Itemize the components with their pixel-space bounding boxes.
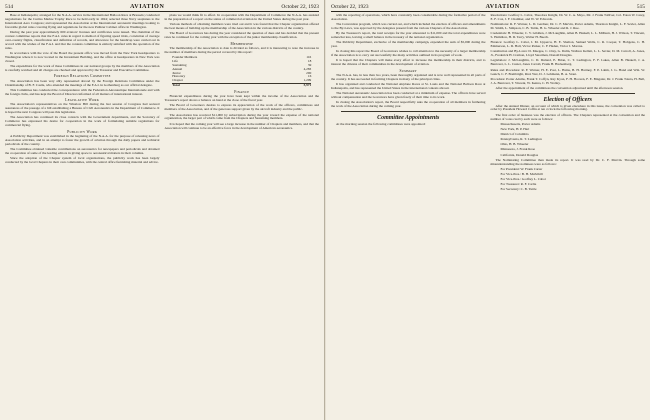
article-heading: Committee Appointments (377, 115, 440, 122)
left-page-date: October 22, 1923 (281, 4, 319, 10)
paragraph: At the morning session the following committees were appointed: (336, 122, 426, 127)
total-value: 5,971 (279, 84, 312, 88)
paragraph: It is hoped that the Chapters will make every effort to increase the membership in their districts, and to interest the citizens of their communities in the development of aviation. (331, 58, 486, 67)
paragraph: The Board of Governors has during the year considered the question of dues and has decided that the present rates be continued for the coming year with the exception of the junior membership classification. (164, 31, 319, 40)
divider-rule (501, 93, 636, 94)
list-item: For Vice-Pres.: B. H. Mulvihill (500, 171, 543, 176)
list-item: New York, H. P. Hart (500, 126, 530, 131)
right-columns (331, 14, 645, 193)
paragraph: After the appointment of the committees the convention adjourned until the afternoon session. (495, 85, 624, 90)
section-heading: Summary (399, 68, 417, 73)
row-label: Chapter (172, 78, 183, 83)
paragraph: Since the adoption of the Chapter system of local organizations, the publicity work has been largely conducted by the local Chapters in their own communities, with the central office furnishing material and advice. (5, 156, 160, 165)
paragraph: The Nominating Committee then made its report. It was read by Dr. C. F. Marvin. Through some misunderstanding the nominees were as follows: (490, 157, 645, 166)
paragraph: It is hoped that the coming year will see a large increase in the number of Chapters and members, and that the Association will continue to be an effective force in the development of American aeronautics. (164, 121, 319, 130)
paragraph: After the Annual Dinner, an account of which is given elsewhere in this issue, the convention was called to order by President Howard Coffin at ten o'clock the following morning. (490, 103, 645, 112)
section-heading: Finance (234, 90, 250, 95)
paragraph: The Convention program, which was carried out, and which included the election of officers and amendments to the By-Laws, was approved by the delegates present from the various Chapters of the Association. (331, 22, 486, 31)
paragraph: Legislation: J. McLaughlin, C. D. Duland, E. Brian, C. T. Ludington, F. F. Lakes, Allen B. Haskell, J. A. Bentover, L. L. Custer, Jones Carroll, Frank H. Hackenberg. (490, 58, 645, 67)
row-value: 290 (306, 70, 312, 75)
section-heading: Membership (230, 41, 254, 46)
article-heading: Election of Officers (543, 96, 593, 103)
paragraph: The N.A.A. has, in less than two years, been thoroughly organized and is now well represented in all parts of the country. It has succeeded in forming Chapters in many of the principal cities. (331, 73, 486, 82)
left-page-number: 514 (5, 4, 14, 10)
paragraph: The Association has been very ably represented abroad by the Foreign Relations Committee under the Chairmanship of B. F. Castle, who attended the meetings of the F.A.I. in Gothenburg as our official delegate. (5, 78, 160, 87)
membership-table (172, 56, 311, 88)
section-heading: Legislative Work (65, 98, 100, 103)
list-item: For Vice-Pres.: Godfrey L. Cabot (500, 177, 546, 182)
paragraph: The National Aeronautic Association has been conducted at a minimum of expense. The officers have served without compensation and the Governors have given freely of their time to its work. (331, 91, 486, 100)
paragraph: A Publicity Department was established in the beginning of the N.A.A. for the purpose of releasing news of Association activities, and in an attempt to foster the growth of aviation through the daily papers and technical periodicals of the country. (5, 133, 160, 146)
paragraph: Various methods of obtaining members were tried out and it was found that the Chapter organization offered the best means of building up the membership of the Association in the various districts of the country. (164, 22, 319, 31)
paragraph: Procedure: Porter Adams, Frank T. Coffyn, Ray Kyon, F. H. Hooven, F. E. Bingaler, Dr. J. Frank Toleta, H. Bell, J. A. Bentover, T. Vincent, W. Kenna, C. H. Wolley. (490, 76, 645, 85)
right-page (325, 0, 650, 420)
paragraph: The Association's representatives on the Winslow Bill during the last session of Congress had secured assurances of the passage of a bill establishing a Bureau of Civil Aeronautics in the Department of Commerce. It is hoped the next Congress will pass this legislation. (5, 102, 160, 115)
total-label: Total (172, 84, 278, 88)
row-label: Life (172, 58, 178, 63)
paragraph: The membership of the Association to date is divided as follows, and it is interesting to note the increase in the number of members during the period covered by this report: (164, 45, 319, 54)
right-page-header (331, 4, 645, 12)
paragraph: Rules and Procedure: R. F. Warner, H. E. Post, L. Hains, B. H. Hartney, F. P. Lahm, J. G. Hand and Wm. W. Gunch, C. F. Bombright, Rnd. Wer, D. J. Lehmann, B. A. Stout. (490, 67, 645, 76)
left-masthead: AVIATION (130, 4, 165, 10)
paragraph: Financial expenditures during the year have been kept within the income of the Association and the Treasurer's report shows a balance on hand at the close of the fiscal year. (164, 94, 319, 103)
row-label: Honorary (172, 74, 186, 79)
row-value: 18 (307, 58, 312, 63)
row-value: 4,283 (303, 66, 312, 71)
paragraph: By the Treasurer's report, the total receipts for the year amounted to $11,000 and the total expenditures were somewhat less, leaving a small balance in the treasury of the national organization. (331, 31, 486, 40)
paragraph: The first order of business was the election of officers. The Chapters represented at the convention and the number of votes cast by each were as follows: (490, 112, 645, 121)
list-item: Pennsylvania, R. T. Ludington (500, 137, 542, 142)
row-value: 16 (307, 74, 312, 79)
paragraph: plans we would think fit to effect. In cooperation with the Department of Commerce the N.A.A. has assisted in the preparation of a report on the status of commercial aviation in the United States during the past year. (164, 13, 319, 21)
right-column-2 (491, 14, 646, 193)
paragraph: The expenditure for the work of these Committees in our national groups by the members of the Association is carefully watched and all charges are checked and approved by the Treasurer and Executive Committee. (5, 64, 160, 72)
row-label: Junior (172, 70, 181, 75)
left-column-2 (165, 14, 320, 166)
row-value: 116 (306, 54, 312, 59)
paragraph: This Committee has conducted the correspondence with the Federation Aéronautique Internationale and with the foreign clubs, and has kept the Board of Directors informed of all matters of international interest. (5, 87, 160, 96)
left-columns (5, 14, 319, 166)
paragraph: In closing the Association's report, the Board respectfully asks the cooperation of all members in furthering the work of the Association during the coming year. (331, 100, 486, 109)
paragraph: The Association has continued its close contacts with the Government departments, and the Secretary of Commerce has expressed his desire for cooperation in the work of formulating suitable regulations for commercial flying. (5, 115, 160, 128)
paragraph: During the past year approximately 600 aviators' licenses and certificates were issued. The chairman of the contest committee reports that the F.A.I. rules in regard to method of figuring speed trials, correlation of average over-country flights, classification and definition of records, and allowance for the handicap were carried out in accord with the wishes of the F.A.I. and that the contests committee is entirely satisfied with the operation of the rules. (5, 30, 160, 50)
paragraph: with the reporting of operations, which have constantly been considerable during the formative period of the Association. (331, 13, 486, 21)
row-value: 39 (307, 62, 312, 67)
list-item: Minnesota, J. Frank Rose (500, 147, 536, 152)
list-item: Ohio, H. B. Wheeler (500, 142, 529, 147)
row-label: Annual (172, 66, 183, 71)
paragraph: Resolutions: Godfrey L. Cabot, Theodore Knight, Dr. W. C. A. Mayo, Mr. J. Frank Tolliver, Col. Eaton W. Carey, E. F. Cox, J. F. Chamber, and W. W. Edwards. (490, 13, 645, 21)
left-page-header (5, 4, 319, 12)
table-total-row (172, 84, 311, 88)
paragraph: It has organized and conducted the National Airplane Races at St. Louis and the National Balloon Race at Indianapolis, and has represented the United States in the international contests abroad. (331, 82, 486, 91)
right-page-number: 515 (636, 4, 645, 10)
paragraph: The Board of Governors desires to express its appreciation of the work of the officers, committees and members of the Association, and of the generous support given by the aircraft industry and the public. (164, 103, 319, 112)
section-heading: Foreign Relations Committee (53, 74, 111, 79)
list-item: California, Donald Douglas (500, 152, 539, 157)
row-value: 1,209 (303, 78, 312, 83)
paragraph: Nominations: R. F. Warner, L. D. Gardner, Dr. C. F. Marvin, Porter Adams, Thornton Knight, L. F. Sevier, Allan M. Smith, L. Simpson, C. B. Tuttle, H. G. Wheeler and R. J. Rue. (490, 22, 645, 31)
section-heading: Publicity Work (67, 129, 98, 134)
paragraph: The Committee obtained valuable contributions on aeronautics for newspapers and periodicals and obtained the cooperation of some of the leading editors in giving space to aeronautical matters in their columns. (5, 146, 160, 155)
list-item: For Secretary: C. B. Tuttle (500, 187, 537, 192)
paragraph: Base at Indianapolis; arranged for the N.A.A. service in the International Balloon Race at Brussels; conducted negotiations for the Curtiss Marine Trophy Race to be held early in 1924; selected three Navy seaplanes to the International Aero Congress; and represented the Association at the International aeronautic meetings looking to favorable global rules covering flying and regulations for the new Pulitzer Cabinet office in Washington. (5, 13, 160, 29)
paragraph: Credentials: H. Wheeler, C. V. Gildden, J. McLaughlin, Allen B. Haskell, L. L. Milburn, H. J. Wilson, T. Vincent, S. Hamilton, H. D. Terry, Walter H. Beech. (490, 31, 645, 40)
paragraph: Constitution and By-Laws: D. Maegee, C. Oray, G. Dalin, Wallace Kellett, L. L. Sevier, D. M. Carroll, A. Jones, Jr., Frederick H. Cramon, Lloyd Stearman, Donald Douglas. (490, 49, 645, 58)
divider-rule (341, 111, 476, 112)
paragraph: In closing this report the Board of Governors wishes to call attention to the necessity of a larger membership if the Association is to carry out successfully the many activities outlined in its program of work. (331, 49, 486, 58)
right-column-1 (331, 14, 486, 193)
list-item: Massachusetts, Porter Adams (500, 121, 541, 126)
paragraph: The Publicity Department, exclusive of the membership campaign, expended the sum of $5,000 during the year. (331, 40, 486, 49)
right-masthead: AVIATION (485, 4, 520, 10)
right-page-date: October 22, 1923 (331, 4, 369, 10)
paragraph: Finance: Godfrey L. Cabot, I. M. Uppercu, H. E. Shelton, Samuel Wells, C. R. Cooper, T. Hobgens, C. H. Emmerson, L. D. Hall, Victor Parker, C. F. Haden, Victor J. Marcus. (490, 40, 645, 49)
left-column-1 (5, 14, 160, 166)
paragraph: The Association has received $11,000 by subscription during the year toward the expense of the national organization, the larger part of which came from the Chapters and Sustaining members. (164, 112, 319, 121)
list-item: District of Columbia (500, 131, 529, 136)
paragraph: In accordance with the vote of the Board the present office was moved from the New York headquarters to Washington where it is now located in the Investment Building, and the office at headquarters in New York was closed. (5, 50, 160, 63)
list-item: For President: W. Frank Carter (500, 166, 543, 171)
row-label: Sustaining (172, 62, 187, 67)
list-item: For Treasurer: R. F. Carlie (500, 182, 537, 187)
row-label: Founder Members (172, 54, 198, 59)
